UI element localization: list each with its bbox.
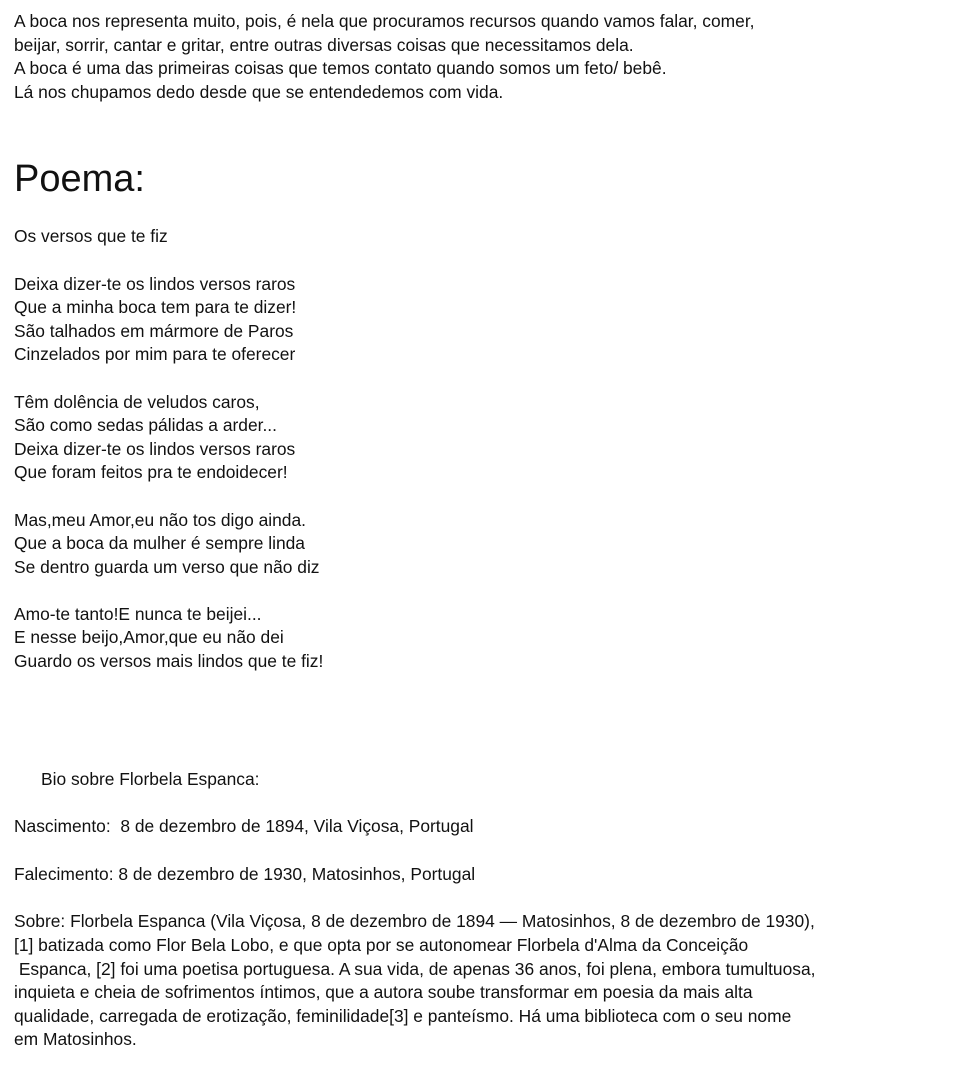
poem-verse: E nesse beijo,Amor,que eu não dei: [14, 627, 284, 648]
poem-verse: Que foram feitos pra te endoidecer!: [14, 462, 288, 483]
intro-line: A boca nos representa muito, pois, é nela que procuramos recursos quando vamos falar, comer,: [14, 11, 755, 31]
bio-death: Falecimento: 8 de dezembro de 1930, Matosinhos, Portugal: [14, 863, 476, 884]
poem-stanza-2: [14, 391, 944, 485]
poem-verse: Cinzelados por mim para te oferecer: [14, 344, 296, 365]
bio-about-line: qualidade, carregada de erotização, feminilidade[3] e panteísmo. Há uma biblioteca com o seu nome: [14, 1005, 792, 1026]
poem-stanza-1: [14, 273, 944, 367]
intro-paragraph: [14, 10, 944, 104]
poem-verse: Deixa dizer-te os lindos versos raros: [14, 273, 296, 294]
intro-line: beijar, sorrir, cantar e gritar, entre outras diversas coisas que necessitamos dela.: [14, 34, 634, 55]
poem-heading: Poema:: [14, 158, 145, 201]
poem-verse: São como sedas pálidas a arder...: [14, 415, 277, 436]
poem-verse: São talhados em mármore de Paros: [14, 320, 294, 341]
poem-verse: Que a boca da mulher é sempre linda: [14, 533, 305, 554]
bio-about-paragraph: [14, 910, 944, 1052]
poem-verse: Se dentro guarda um verso que não diz: [14, 556, 320, 577]
poem-stanza-3: [14, 509, 944, 580]
poem-verse: Guardo os versos mais lindos que te fiz!: [14, 651, 324, 672]
poem-title: Os versos que te fiz: [14, 226, 168, 247]
poem-verse: Amo-te tanto!E nunca te beijei...: [14, 603, 262, 624]
poem-verse: Têm dolência de veludos caros,: [14, 391, 260, 412]
document-page: [14, 10, 944, 1052]
poem-stanza-4: [14, 603, 944, 674]
bio-about-line: em Matosinhos.: [14, 1029, 137, 1050]
intro-line: A boca é uma das primeiras coisas que temos contato quando somos um feto/ bebê.: [14, 58, 667, 79]
bio-about-line: Sobre: Florbela Espanca (Vila Viçosa, 8 de dezembro de 1894 — Matosinhos, 8 de dezembro de 1930),: [14, 911, 815, 932]
poem-verse: Deixa dizer-te os lindos versos raros: [14, 438, 296, 459]
bio-about-line: inquieta e cheia de sofrimentos íntimos, que a autora soube transformar em poesia da mais alta: [14, 982, 753, 1003]
intro-line: Lá nos chupamos dedo desde que se entendedemos com vida.: [14, 81, 504, 102]
bio-about-line: Espanca, [2] foi uma poetisa portuguesa. A sua vida, de apenas 36 anos, foi plena, embora tumultuosa,: [14, 958, 816, 979]
poem-verse: Mas,meu Amor,eu não tos digo ainda.: [14, 509, 306, 530]
poem-verse: Que a minha boca tem para te dizer!: [14, 297, 297, 318]
bio-birth: Nascimento: 8 de dezembro de 1894, Vila Viçosa, Portugal: [14, 816, 474, 837]
bio-title: Bio sobre Florbela Espanca:: [41, 768, 260, 789]
bio-about-line: [1] batizada como Flor Bela Lobo, e que opta por se autonomear Florbela d'Alma da Conceição: [14, 935, 749, 956]
